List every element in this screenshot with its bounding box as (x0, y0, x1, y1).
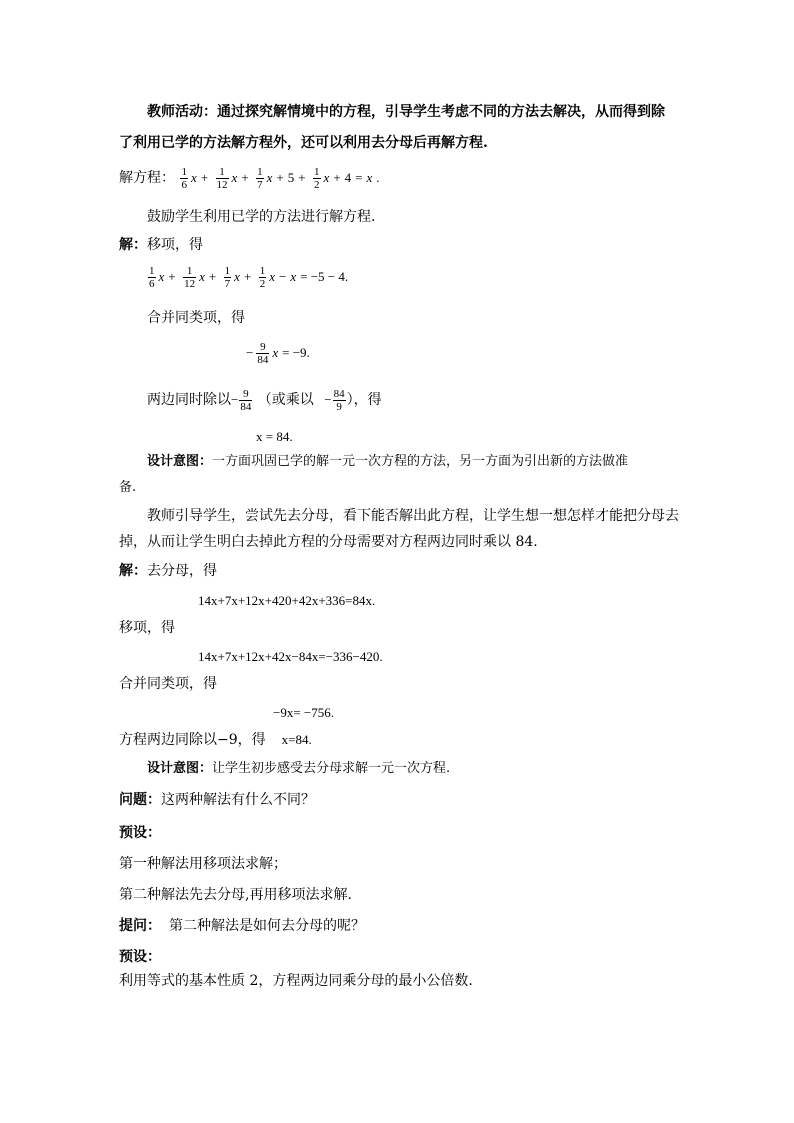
fraction: $\frac{1}{6}$ (181, 165, 187, 191)
fraction: $\frac{1}{7}$ (224, 264, 231, 290)
problem-label: 解方程： (119, 170, 175, 186)
combined-equation-2: −9x= −756. (273, 705, 334, 720)
preset-label-2: 预设： (119, 949, 161, 965)
divide-step: 两边同时除以− $\frac{9}{84}$ （或乘以 − $\frac{84}{9}$ ），得 (147, 387, 382, 413)
teacher-guide-line-2: 掉，从而让学生明白去掉此方程的分母需要对方程两边同时乘以 84. (119, 534, 538, 550)
denominator-cleared-equation: 14x+7x+12x+420+42x+336=84x. (198, 593, 376, 608)
fraction: $\frac{1}{2}$ (314, 165, 320, 191)
result-1: x = 84. (256, 429, 293, 444)
problem-equation: 解方程： $\frac{1}{6}$ x + $\frac{1}{12}$ x + $\frac{1}{7}$ x + 5 + $\frac{1}{2}$ x + 4 = x . (119, 165, 380, 191)
fraction: $\frac{1}{12}$ (216, 165, 228, 191)
solution-1-header (119, 236, 203, 254)
solution-2-header: 解：去分母，得 (119, 563, 217, 579)
fraction: $\frac{1}{6}$ (149, 264, 155, 290)
combine-terms-text-2: 合并同类项，得 (119, 676, 217, 692)
teacher-guide-line-1: 教师引导学生，尝试先去分母，看下能否解出此方程，让学生想一想怎样才能把分母去 (147, 508, 679, 524)
design-intent-2: 设计意图：让学生初步感受去分母求解一元一次方程. (147, 761, 451, 776)
move-terms-text: 移项，得 (147, 237, 203, 253)
solution-label: 解： (119, 563, 147, 579)
question-label: 问题： (119, 792, 161, 808)
ask-label: 提问： (119, 918, 161, 934)
fraction: $\frac{1}{7}$ (257, 165, 263, 191)
fraction: $\frac{9}{84}$ (257, 340, 269, 366)
question-1: 问题：这两种解法有什么不同？ (119, 792, 315, 808)
teacher-activity-label: 教师活动： (147, 104, 217, 120)
question-2: 提问： 第二种解法是如何去分母的呢？ (119, 918, 365, 934)
design-intent-1-cont: 备. (119, 480, 137, 495)
move-terms-text-2: 移项，得 (119, 620, 175, 636)
design-intent-1: 设计意图：一方面巩固已学的解一元一次方程的方法，另一方面为引出新的方法做准 (147, 454, 629, 469)
moved-equation-2: 14x+7x+12x+42x−84x=−336−420. (198, 649, 383, 664)
answer-1: 第一种解法用移项法求解； (119, 856, 287, 872)
teacher-activity-text: 通过探究解情境中的方程，引导学生考虑不同的方法去解决，从而得到除 (217, 104, 665, 120)
fraction: $\frac{1}{12}$ (184, 264, 196, 290)
solution-label: 解： (119, 237, 147, 253)
divide-step-2: 方程两边同除以−9，得 x=84. (119, 732, 312, 748)
result-2: x=84. (281, 732, 312, 747)
combined-equation: − $\frac{9}{84}$ x = −9. (246, 340, 310, 366)
design-intent-label: 设计意图： (147, 761, 213, 776)
teacher-activity-line-1 (147, 103, 665, 121)
answer-2: 第二种解法先去分母,再用移项法求解. (119, 887, 352, 903)
moved-equation: $\frac{1}{6}$ x + $\frac{1}{12}$ x + $\frac{1}{7}$ x + $\frac{1}{2}$ x − x = −5 − 4. (149, 264, 349, 290)
fraction: $\frac{1}{2}$ (259, 264, 266, 290)
combine-terms-text: 合并同类项，得 (147, 310, 245, 326)
fraction: $\frac{9}{84}$ (240, 387, 252, 413)
teacher-activity-line-2: 了利用已学的方法解方程外，还可以利用去分母后再解方程. (119, 135, 488, 151)
encourage-text: 鼓励学生利用已学的方法进行解方程. (147, 209, 376, 225)
preset-label-1: 预设： (119, 825, 161, 841)
design-intent-label: 设计意图： (147, 454, 213, 469)
fraction: $\frac{84}{9}$ (333, 387, 345, 413)
answer-3: 利用等式的基本性质 2，方程两边同乘分母的最小公倍数. (119, 973, 473, 989)
